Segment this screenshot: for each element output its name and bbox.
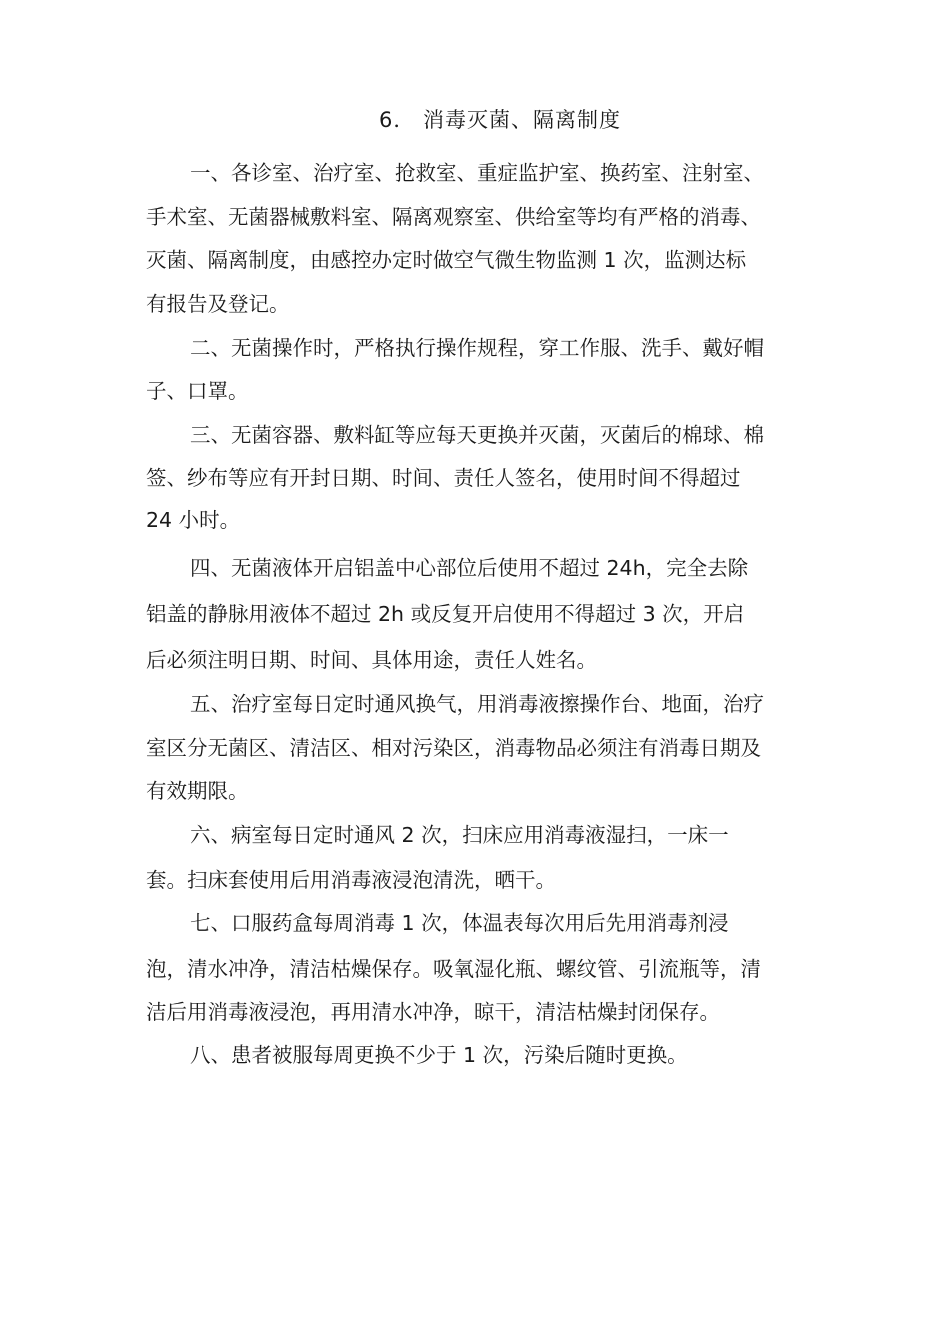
paragraph-4-line-1: 四、无菌液体开启铝盖中心部位后使用不超过 24h，完全去除 <box>190 556 749 580</box>
paragraph-8-line-1: 八、患者被服每周更换不少于 1 次，污染后随时更换。 <box>190 1043 688 1067</box>
paragraph-7-line-2: 泡，清水冲净，清洁枯燥保存。吸氧湿化瓶、螺纹管、引流瓶等，清 <box>146 957 761 981</box>
paragraph-2-line-1: 二、无菌操作时，严格执行操作规程，穿工作服、洗手、戴好帽 <box>190 336 764 360</box>
paragraph-1-line-3: 灭菌、隔离制度，由感控办定时做空气微生物监测 1 次，监测达标 <box>146 248 747 272</box>
paragraph-1-line-4: 有报告及登记。 <box>146 292 290 316</box>
paragraph-1-line-2: 手术室、无菌器械敷料室、隔离观察室、供给室等均有严格的消毒、 <box>146 205 761 229</box>
paragraph-4-line-2: 铝盖的静脉用液体不超过 2h 或反复开启使用不得超过 3 次，开启 <box>146 602 745 626</box>
paragraph-3-line-3: 24 小时。 <box>146 508 241 532</box>
document-title: 6． 消毒灭菌、隔离制度 <box>378 108 622 132</box>
paragraph-6-line-1: 六、病室每日定时通风 2 次，扫床应用消毒液湿扫，一床一 <box>190 823 729 847</box>
paragraph-1-line-1: 一、各诊室、治疗室、抢救室、重症监护室、换药室、注射室、 <box>190 161 764 185</box>
paragraph-4-line-3: 后必须注明日期、时间、具体用途，责任人姓名。 <box>146 648 597 672</box>
paragraph-5-line-1: 五、治疗室每日定时通风换气，用消毒液擦操作台、地面，治疗 <box>190 692 764 716</box>
paragraph-5-line-3: 有效期限。 <box>146 779 249 803</box>
paragraph-5-line-2: 室区分无菌区、清洁区、相对污染区，消毒物品必须注有消毒日期及 <box>146 736 761 760</box>
paragraph-2-line-2: 子、口罩。 <box>146 379 249 403</box>
paragraph-7-line-3: 洁后用消毒液浸泡，再用清水冲净，晾干，清洁枯燥封闭保存。 <box>146 1000 720 1024</box>
paragraph-3-line-1: 三、无菌容器、敷料缸等应每天更换并灭菌，灭菌后的棉球、棉 <box>190 423 764 447</box>
paragraph-7-line-1: 七、口服药盒每周消毒 1 次，体温表每次用后先用消毒剂浸 <box>190 911 729 935</box>
paragraph-3-line-2: 签、纱布等应有开封日期、时间、责任人签名，使用时间不得超过 <box>146 466 741 490</box>
paragraph-6-line-2: 套。扫床套使用后用消毒液浸泡清洗，晒干。 <box>146 868 556 892</box>
